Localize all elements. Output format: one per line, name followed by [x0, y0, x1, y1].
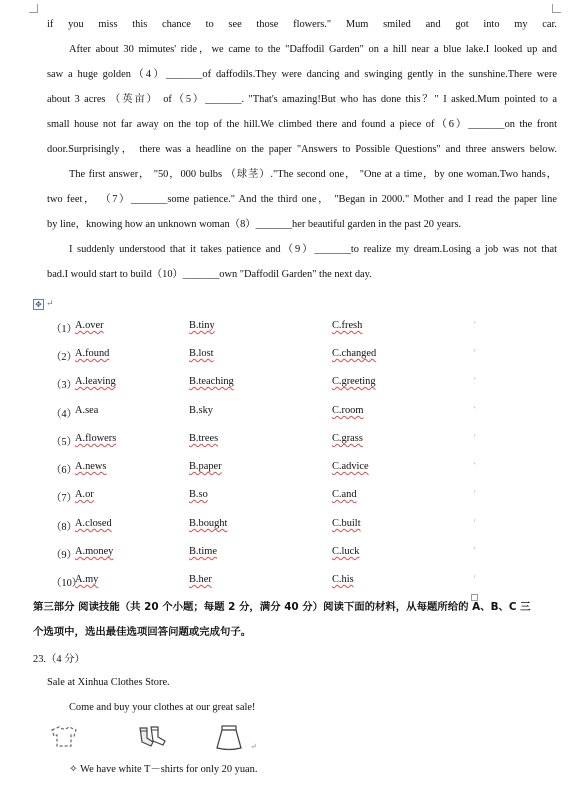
paragraph-mark: ↵: [46, 298, 54, 308]
table-row: [0, 461, 568, 481]
question-number: 23.（4 分）: [33, 654, 85, 665]
cell-mark: ′: [474, 574, 476, 583]
option-number: （5）: [51, 437, 77, 448]
option-a: A.news: [75, 461, 107, 472]
page-corner-mark: [29, 4, 38, 13]
option-b: B.her: [189, 574, 212, 585]
option-number: （9）: [51, 550, 77, 561]
option-b: B.paper: [189, 461, 222, 472]
tshirt-icon: [47, 724, 81, 750]
passage-line: two feet， （7）_______some patience." And the third one， "Began in 2000." Mother and I read the paper line: [47, 194, 557, 205]
passage-line: The first answer， "50，000 bulbs （球茎）."The second one， "One at a time，by one woman.Two hands，: [69, 169, 557, 180]
option-b: B.sky: [189, 405, 213, 416]
option-a: A.closed: [75, 518, 112, 529]
cell-mark: ′: [474, 461, 476, 470]
passage-line: I suddenly understood that it takes patience and（9）_______to realize my dream.Losing a job was not that: [69, 244, 557, 255]
section-heading: [33, 595, 558, 645]
cell-mark: ′: [474, 546, 476, 555]
option-a: A.or: [75, 489, 94, 500]
paragraph-mark: ↵: [250, 742, 257, 751]
table-row: [0, 348, 568, 368]
passage-line: if you miss this chance to see those flowers." Mum smiled and got into my car.: [47, 19, 557, 30]
option-number: （6）: [51, 465, 77, 476]
socks-icon: [136, 724, 170, 750]
option-number: （7）: [51, 493, 77, 504]
table-row: [0, 574, 568, 594]
cell-mark: ′: [474, 405, 476, 414]
option-number: （4）: [51, 409, 77, 420]
option-c: C.his: [332, 574, 354, 585]
option-b: B.so: [189, 489, 208, 500]
section-heading-line: 个选项中，选出最佳选项回答问题或完成句子。: [33, 626, 252, 638]
table-row: [0, 405, 568, 425]
option-b: B.tiny: [189, 320, 215, 331]
option-a: A.flowers: [75, 433, 117, 444]
option-c: C.luck: [332, 546, 360, 557]
cell-mark: ′: [474, 489, 476, 498]
table-row: [0, 518, 568, 538]
table-row: [0, 376, 568, 396]
option-b: B.trees: [189, 433, 219, 444]
option-c: C.advice: [332, 461, 369, 472]
table-row: [0, 320, 568, 340]
passage-line: door.Surprisingly， there was a headline on the paper "Answers to Possible Questions" and three answers below.: [47, 144, 557, 155]
table-move-handle-icon[interactable]: ✥: [33, 299, 44, 310]
cell-mark: ′: [474, 376, 476, 385]
reading-passage: [47, 12, 557, 287]
option-c: C.grass: [332, 433, 363, 444]
option-a: A.my: [75, 574, 99, 585]
table-row: [0, 489, 568, 509]
option-a: A.leaving: [75, 376, 116, 387]
passage-line: After about 30 mimutes' ride，we came to the "Daffodil Garden" on a hill near a blue lake.I looked up and: [69, 44, 557, 55]
option-number: （8）: [51, 522, 77, 533]
option-c: C.built: [332, 518, 361, 529]
cell-mark: ′: [474, 320, 476, 329]
option-b: B.teaching: [189, 376, 234, 387]
passage-line: small house not far away on the top of the hill.We climbed there and found a piece of（6）_______on the front: [47, 119, 557, 130]
section-heading-line: 第三部分 阅读技能（共 20 个小题；每题 2 分，满分 40 分）阅读下面的材料，从每题所给的 A、B、C 三: [33, 601, 531, 613]
option-c: C.changed: [332, 348, 377, 359]
option-number: （2）: [51, 352, 77, 363]
option-c: C.fresh: [332, 320, 363, 331]
option-number: （1）: [51, 324, 77, 335]
option-a: A.sea: [75, 405, 99, 416]
cell-mark: ′: [474, 348, 476, 357]
option-number: （10）: [51, 578, 83, 589]
skirt-icon: [214, 724, 244, 752]
sale-item: ✧ We have white T－shirts for only 20 yuan.: [69, 764, 258, 775]
option-number: （3）: [51, 380, 77, 391]
option-b: B.bought: [189, 518, 228, 529]
sale-intro: Come and buy your clothes at our great sale!: [69, 702, 256, 713]
cell-mark: ′: [474, 433, 476, 442]
option-a: A.money: [75, 546, 114, 557]
option-c: C.greeting: [332, 376, 376, 387]
sale-title: Sale at Xinhua Clothes Store.: [47, 677, 170, 688]
option-a: A.found: [75, 348, 110, 359]
passage-line: saw a huge golden（4）_______of daffodils.They were dancing and swinging gently in the sunshine.There were: [47, 69, 557, 80]
table-row: [0, 433, 568, 453]
option-c: C.room: [332, 405, 364, 416]
option-c: C.and: [332, 489, 357, 500]
option-a: A.over: [75, 320, 104, 331]
passage-line: by line，knowing how an unknown woman（8）_______her beautiful garden in the past 20 years.: [47, 219, 462, 230]
table-row: [0, 546, 568, 566]
option-b: B.time: [189, 546, 217, 557]
cell-mark: ′: [474, 518, 476, 527]
option-b: B.lost: [189, 348, 214, 359]
passage-line: about 3 acres （英亩） of（5）_______. "That's amazing!But who has done this？" I asked.Mum pointed to a: [47, 94, 557, 105]
passage-line: bad.I would start to build（10）_______own "Daffodil Garden" the next day.: [47, 269, 372, 280]
